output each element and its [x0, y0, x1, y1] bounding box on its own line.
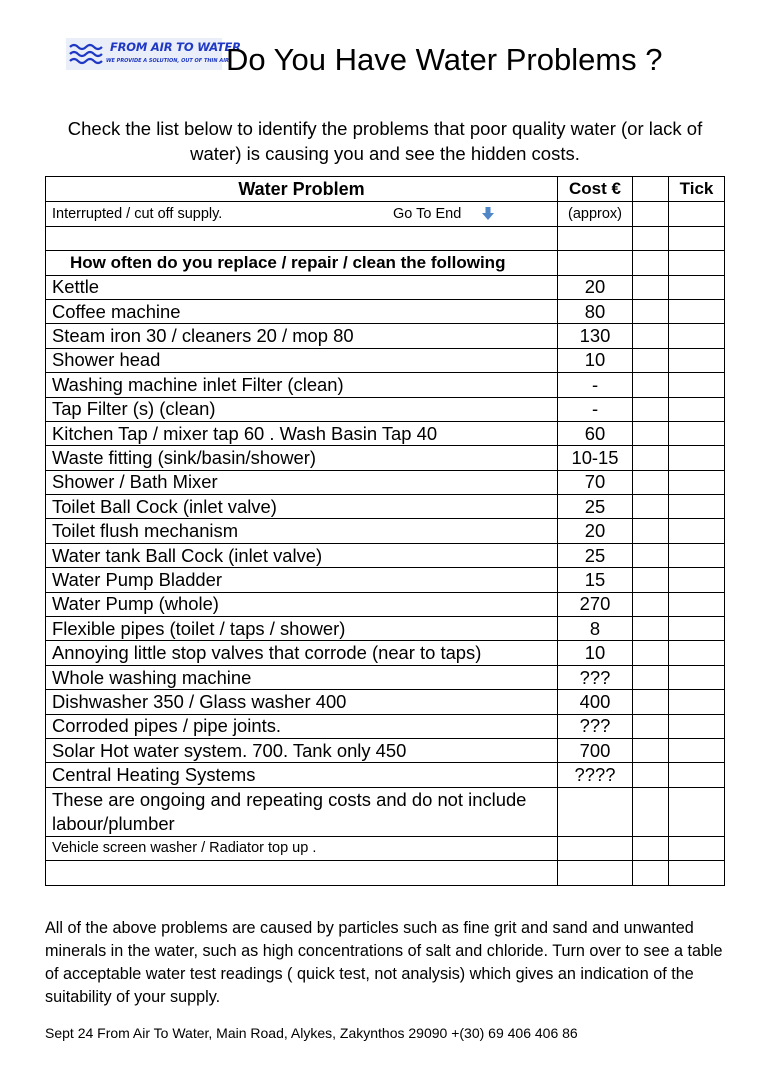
blank-cell — [633, 568, 669, 592]
tick-cell[interactable] — [669, 665, 725, 689]
water-waves-icon — [69, 42, 105, 66]
problem-name: Washing machine inlet Filter (clean) — [46, 373, 558, 397]
table-row — [46, 665, 725, 689]
header-water-problem: Water Problem — [46, 177, 558, 202]
problem-name: Water tank Ball Cock (inlet valve) — [46, 543, 558, 567]
empty-row — [46, 861, 725, 885]
header-tick: Tick — [669, 177, 725, 202]
vehicle-label: Vehicle screen washer / Radiator top up . — [46, 836, 558, 860]
tick-cell[interactable] — [669, 861, 725, 885]
table-row — [46, 470, 725, 494]
problem-name: Coffee machine — [46, 299, 558, 323]
vehicle-row — [46, 836, 725, 860]
tick-cell[interactable] — [669, 592, 725, 616]
problem-cost: 700 — [558, 738, 633, 762]
problem-cost: - — [558, 373, 633, 397]
tick-cell[interactable] — [669, 421, 725, 445]
empty-cell — [558, 836, 633, 860]
tick-cell[interactable] — [669, 470, 725, 494]
table-row — [46, 446, 725, 470]
problem-cost: ??? — [558, 665, 633, 689]
problem-name: Shower head — [46, 348, 558, 372]
water-problems-table — [45, 176, 725, 886]
problem-cost: 10-15 — [558, 446, 633, 470]
header-blank — [633, 177, 669, 202]
tick-cell[interactable] — [669, 641, 725, 665]
tick-cell[interactable] — [669, 690, 725, 714]
problem-name: Toilet Ball Cock (inlet valve) — [46, 495, 558, 519]
blank-cell — [633, 495, 669, 519]
empty-cell — [46, 861, 558, 885]
blank-cell — [633, 348, 669, 372]
problem-name: Kettle — [46, 275, 558, 299]
blank-cell — [633, 763, 669, 787]
table-row — [46, 714, 725, 738]
blank-cell — [633, 324, 669, 348]
tick-cell[interactable] — [669, 275, 725, 299]
problem-name: Central Heating Systems — [46, 763, 558, 787]
table-row — [46, 275, 725, 299]
table-row — [46, 592, 725, 616]
empty-cell — [633, 787, 669, 836]
tick-cell[interactable] — [669, 446, 725, 470]
intro-text: Check the list below to identify the problems that poor quality water (or lack of water) is causing you and see the hidden costs. — [67, 118, 703, 164]
header-cost: Cost € — [558, 177, 633, 202]
tick-cell[interactable] — [669, 251, 725, 275]
blank-cell — [633, 738, 669, 762]
supply-label: Interrupted / cut off supply. — [52, 206, 223, 223]
problem-cost: 10 — [558, 641, 633, 665]
table-header-row — [46, 177, 725, 202]
problem-cost: 270 — [558, 592, 633, 616]
table-row — [46, 617, 725, 641]
empty-cell — [633, 861, 669, 885]
table-row — [46, 495, 725, 519]
problem-cost: 20 — [558, 519, 633, 543]
tick-cell[interactable] — [669, 202, 725, 226]
problem-cost: 15 — [558, 568, 633, 592]
problem-name: Shower / Bath Mixer — [46, 470, 558, 494]
problem-name: Water Pump (whole) — [46, 592, 558, 616]
table-row — [46, 324, 725, 348]
arrow-down-icon[interactable] — [482, 207, 494, 220]
blank-cell — [633, 373, 669, 397]
tick-cell[interactable] — [669, 568, 725, 592]
ongoing-note: These are ongoing and repeating costs and do not include labour/plumber — [46, 787, 558, 836]
blank-cell — [633, 397, 669, 421]
tick-cell[interactable] — [669, 763, 725, 787]
company-logo — [66, 38, 241, 70]
problem-name: Whole washing machine — [46, 665, 558, 689]
problem-name: Steam iron 30 / cleaners 20 / mop 80 — [46, 324, 558, 348]
problem-name: Dishwasher 350 / Glass washer 400 — [46, 690, 558, 714]
table-row — [46, 348, 725, 372]
problem-name: Waste fitting (sink/basin/shower) — [46, 446, 558, 470]
problem-cost: 25 — [558, 543, 633, 567]
table-row — [46, 519, 725, 543]
problem-cost: ???? — [558, 763, 633, 787]
blank-cell — [633, 617, 669, 641]
table-row — [46, 690, 725, 714]
tick-cell[interactable] — [669, 299, 725, 323]
empty-row — [46, 226, 725, 250]
tick-cell[interactable] — [669, 543, 725, 567]
blank-cell — [633, 714, 669, 738]
table-row — [46, 763, 725, 787]
problem-name: Kitchen Tap / mixer tap 60 . Wash Basin Tap 40 — [46, 421, 558, 445]
tick-cell[interactable] — [669, 617, 725, 641]
tick-cell[interactable] — [669, 495, 725, 519]
problem-cost: ??? — [558, 714, 633, 738]
blank-cell — [633, 592, 669, 616]
table-row — [46, 373, 725, 397]
empty-cell — [633, 251, 669, 275]
empty-cell — [633, 836, 669, 860]
supply-row — [46, 202, 725, 226]
tick-cell[interactable] — [669, 373, 725, 397]
problem-cost: 20 — [558, 275, 633, 299]
problem-cost: - — [558, 397, 633, 421]
table-row — [46, 299, 725, 323]
problem-name: Toilet flush mechanism — [46, 519, 558, 543]
problem-name: Water Pump Bladder — [46, 568, 558, 592]
table-row — [46, 641, 725, 665]
problem-name: Annoying little stop valves that corrode (near to taps) — [46, 641, 558, 665]
ongoing-note-row — [46, 787, 725, 836]
supply-cell — [46, 202, 558, 226]
footer-paragraph: All of the above problems are caused by particles such as fine grit and sand and unwanted minerals in the water, such as high concentrations of salt and chloride. Turn over to see a table of acceptable water test readings ( quick test, not analysis) which gives an indication of the suitability of your supply. — [45, 919, 723, 1006]
logo-name: FROM AIR TO WATER — [110, 40, 241, 54]
blank-cell — [633, 519, 669, 543]
table-row — [46, 421, 725, 445]
blank-cell — [633, 421, 669, 445]
problem-cost: 70 — [558, 470, 633, 494]
tick-cell[interactable] — [669, 226, 725, 250]
blank-cell — [633, 641, 669, 665]
empty-cell — [558, 251, 633, 275]
tick-cell[interactable] — [669, 836, 725, 860]
empty-cell — [46, 226, 558, 250]
cost-approx-label: (approx) — [558, 202, 633, 226]
problem-cost: 8 — [558, 617, 633, 641]
blank-cell — [633, 665, 669, 689]
tick-cell[interactable] — [669, 738, 725, 762]
problem-cost: 80 — [558, 299, 633, 323]
blank-cell — [633, 690, 669, 714]
problem-cost: 10 — [558, 348, 633, 372]
go-to-end-link[interactable]: Go To End — [393, 206, 462, 223]
blank-cell — [633, 275, 669, 299]
blank-cell — [633, 470, 669, 494]
tick-cell[interactable] — [669, 787, 725, 836]
problem-cost: 60 — [558, 421, 633, 445]
table-row — [46, 543, 725, 567]
problem-cost: 130 — [558, 324, 633, 348]
tick-blank — [633, 202, 669, 226]
problem-name: Corroded pipes / pipe joints. — [46, 714, 558, 738]
table-row — [46, 738, 725, 762]
problem-name: Flexible pipes (toilet / taps / shower) — [46, 617, 558, 641]
page-title: Do You Have Water Problems ? — [226, 42, 663, 77]
problem-name: Tap Filter (s) (clean) — [46, 397, 558, 421]
empty-cell — [558, 861, 633, 885]
problem-cost: 25 — [558, 495, 633, 519]
blank-cell — [633, 543, 669, 567]
empty-cell — [558, 226, 633, 250]
logo-tagline: WE PROVIDE A SOLUTION, OUT OF THIN AIR — [106, 58, 229, 64]
subheading: How often do you replace / repair / clean the following — [46, 251, 558, 275]
problem-cost: 400 — [558, 690, 633, 714]
footer-address: Sept 24 From Air To Water, Main Road, Alykes, Zakynthos 29090 +(30) 69 406 406 86 — [45, 1025, 578, 1041]
tick-cell[interactable] — [669, 324, 725, 348]
tick-cell[interactable] — [669, 397, 725, 421]
table-row — [46, 568, 725, 592]
blank-cell — [633, 446, 669, 470]
problem-name: Solar Hot water system. 700. Tank only 450 — [46, 738, 558, 762]
empty-cell — [558, 787, 633, 836]
tick-cell[interactable] — [669, 519, 725, 543]
subheading-row — [46, 251, 725, 275]
empty-cell — [633, 226, 669, 250]
table-row — [46, 397, 725, 421]
blank-cell — [633, 299, 669, 323]
tick-cell[interactable] — [669, 714, 725, 738]
tick-cell[interactable] — [669, 348, 725, 372]
